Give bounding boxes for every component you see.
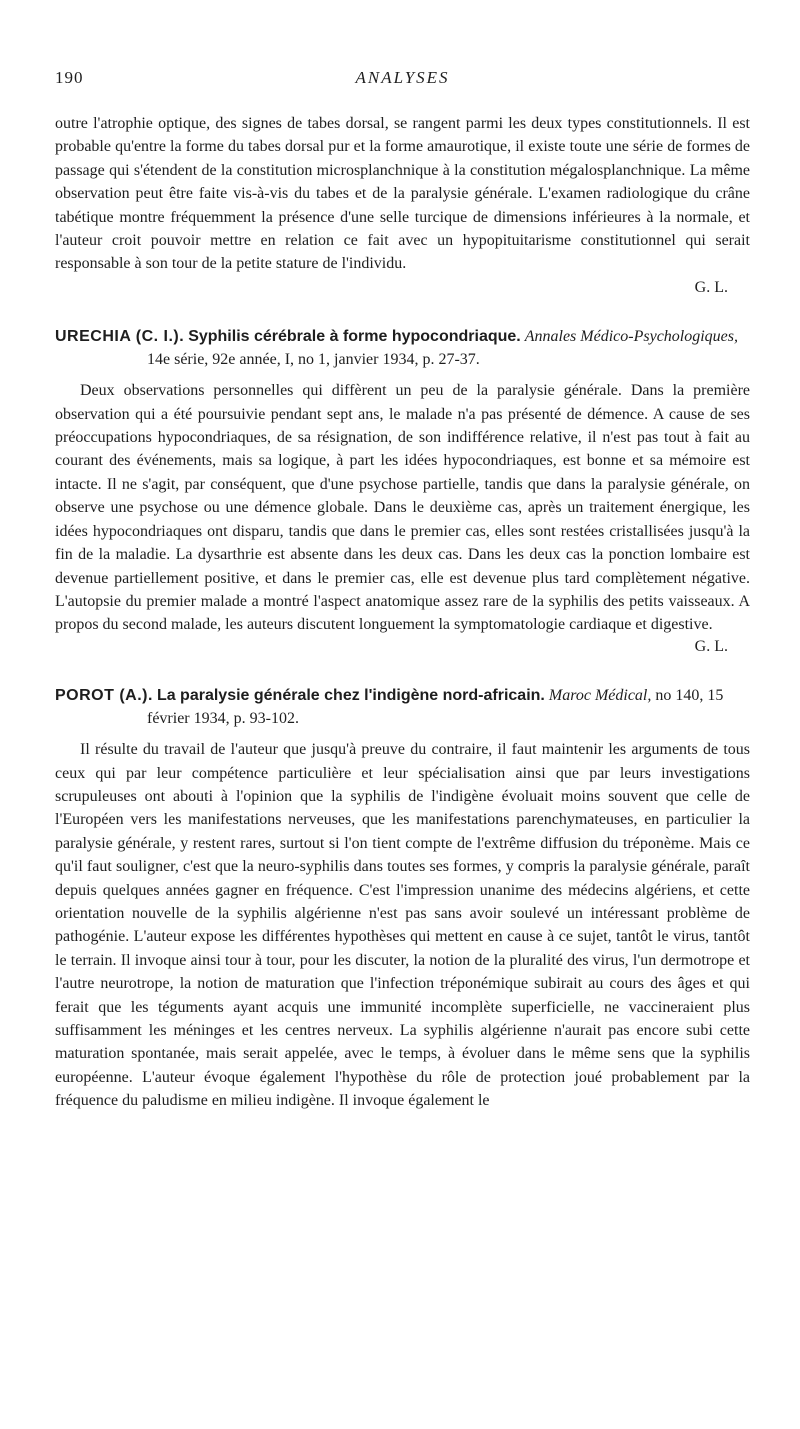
- entry-citation: 14e série, 92e année, I, no 1, janvier 1934, p. 27-37.: [147, 351, 480, 369]
- entry-author: URECHIA (C. I.).: [55, 328, 185, 346]
- entry-abstract-porot: Il résulte du travail de l'auteur que jusqu'à preuve du contraire, il faut maintenir les arguments de tous ceux qui par leur compétence particulière et leur spécialisation ainsi que par leurs investigations scrupuleuses ont abouti à l'opinion que la syphilis de l'indigène évoluait moins souvent que celle de l'Européen vers les manifestations nerveuses, que les manifestations parenchymateuses, en particulier la paralysie générale, y restent rares, surtout si l'on tient compte de l'extrême diffusion du tréponème. Mais ce qu'il faut souligner, c'est que la neuro-syphilis dans toutes ses formes, y compris la paralysie générale, paraît depuis quelques années gagner en fréquence. C'est l'impression unanime des médecins algériens, et cette orientation nouvelle de la syphilis algérienne n'est pas sans avoir soulevé un intéressant problème de pathogénie. L'auteur expose les différentes hypothèses qui mettent en cause à ce sujet, tantôt le virus, tantôt le terrain. Il invoque ainsi tour à tour, pour les discuter, la notion de la pluralité des virus, l'un dermotrope et l'autre neurotrope, la notion de maturation que l'infection tréponémique subirait au cours des âges et qui ferait que les téguments ayant acquis une immunité incomplète superficielle, ne vaccineraient plus suffisamment les méninges et les centres nerveux. La syphilis algérienne n'aurait pas encore subi cette maturation spontanée, mais serait appelée, avec le temps, à évoluer dans le même sens que la syphilis européenne. L'auteur évoque également l'hypothèse du rôle de protection joué probablement par la fréquence du paludisme en milieu indigène. Il invoque également le: [55, 741, 750, 1110]
- page-number: 190: [55, 68, 84, 87]
- entry-title: La paralysie générale chez l'indigène nord-africain.: [156, 687, 545, 705]
- entry-citation: no 140, 15 février 1934, p. 93-102.: [147, 687, 724, 728]
- entry-abstract-urechia: Deux observations personnelles qui diffèrent un peu de la paralysie générale. Dans la première observation qui a été poursuivie pendant sept ans, le malade n'a pas présenté de démence. A cause de ses préoccupations hypocondriaques, de sa résignation, de son indifférence relative, il n'est pas tout à fait au courant des événements, mais sa logique, à part les idées hypocondriaques, est bonne et sa mémoire est intacte. Il ne s'agit, par conséquent, que d'une psychose partielle, tandis que dans la paralysie générale, on observe une psychose ou une démence globale. Dans le deuxième cas, après un traitement énergique, les idées hypocondriaques ont disparu, tandis que dans le premier cas, elles sont restées cristallisées jusqu'à la fin de la maladie. La dysarthrie est absente dans les deux cas. Dans les deux cas la ponction lombaire est devenue partiellement positive, et dans le premier cas, elle est devenue plus tard complètement négative. L'autopsie du premier malade a montré l'aspect anatomique assez rare de la syphilis des petits vaisseaux. A propos du second malade, les auteurs discutent longuement la symptomatologie cardiaque et digestive.: [55, 382, 750, 634]
- entry-heading-porot: [55, 684, 750, 730]
- entry-journal: Maroc Médical,: [548, 687, 652, 705]
- page-header: [55, 68, 750, 92]
- entry-title: Syphilis cérébrale à forme hypocondriaque.: [188, 328, 521, 346]
- continuation-paragraph: outre l'atrophie optique, des signes de tabes dorsal, se rangent parmi les deux types constitutionnels. Il est probable qu'entre la forme du tabes dorsal pur et la forme amaurotique, il existe toute une série de formes de passage qui s'étendent de la constitution microsplanchnique à la constitution mégalosplanchnique. La même observation peut être faite vis-à-vis du tabes et de la paralysie générale. L'examen radiologique du crâne tabétique montre fréquemment la présence d'une selle turcique de dimensions inférieures à la normale, et l'auteur croit pouvoir mettre en relation ce fait avec un hypopituitarisme constitutionnel qui serait responsable à son tour de la petite stature de l'individu.: [55, 115, 750, 273]
- entry-signature-urechia: G. L.: [694, 637, 728, 655]
- entry-journal: Annales Médico-Psychologiques,: [524, 328, 739, 346]
- running-title: ANALYSES: [355, 68, 450, 87]
- entry-author: POROT (A.).: [55, 687, 153, 705]
- entry-heading-urechia: [55, 325, 750, 371]
- continuation-signature: G. L.: [694, 278, 728, 296]
- page-body: [55, 112, 750, 1113]
